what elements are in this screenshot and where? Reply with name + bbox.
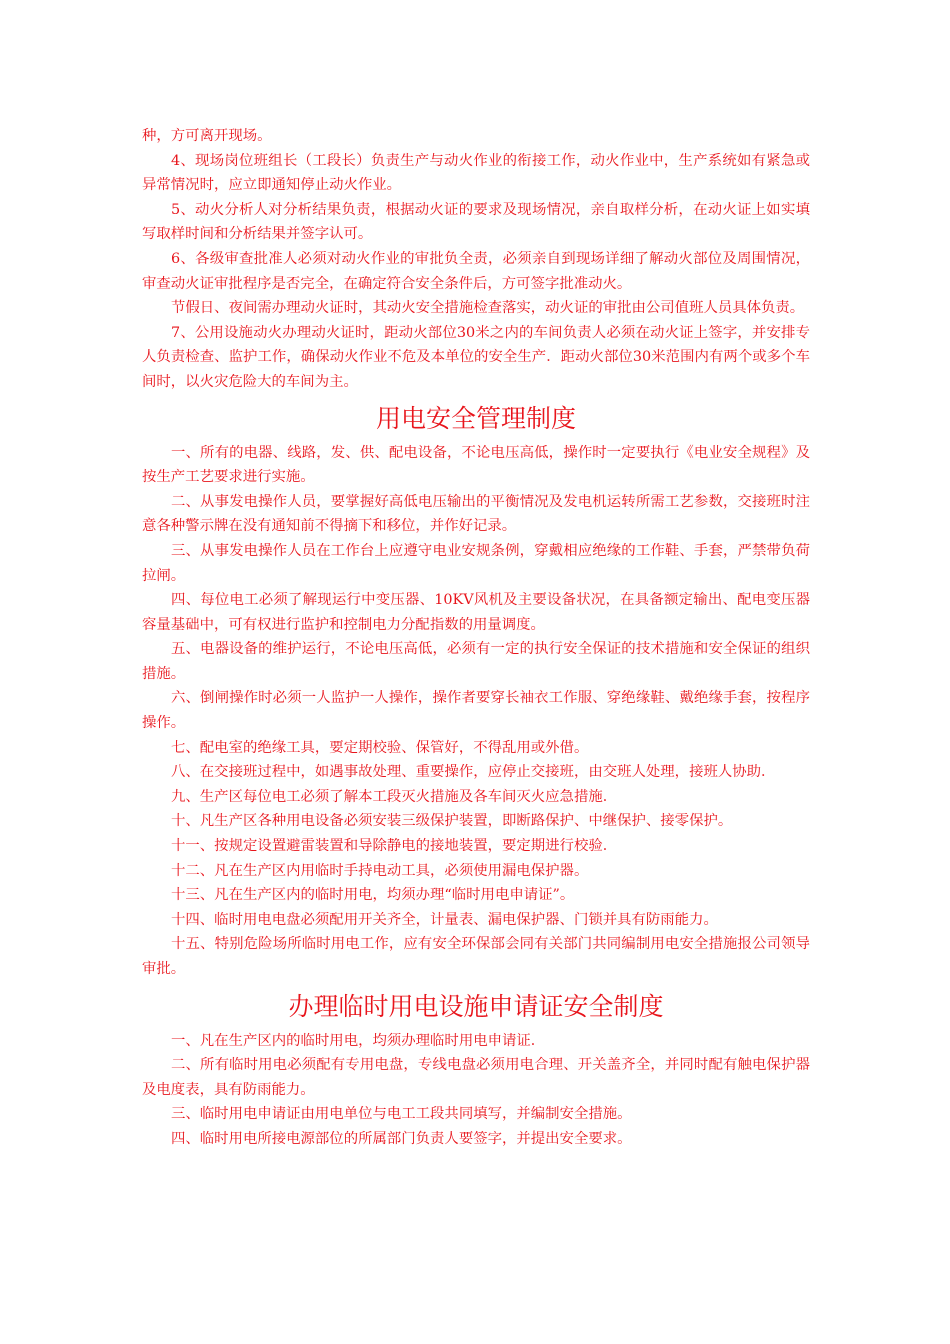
rule-paragraph: 十三、凡在生产区内的临时用电，均须办理“临时用电申请证”。 bbox=[171, 887, 575, 904]
rule-paragraph: 十一、按规定设置避雷装置和导除静电的接地装置，要定期进行校验． bbox=[171, 838, 618, 855]
document-page bbox=[142, 124, 810, 1152]
section-title-temporary-power-permit: 办理临时用电设施申请证安全制度 bbox=[288, 991, 664, 1021]
rule-paragraph: 四、临时用电所接电源部位的所属部门负责人要签字，并提出安全要求。 bbox=[171, 1130, 632, 1147]
rule-paragraph: 二、所有临时用电必须配有专用电盘，专线电盘必须用电合理、开关盖齐全，并同时配有触电保护器及电度表，具有防雨能力。 bbox=[142, 1057, 810, 1098]
rule-paragraph: 八、在交接班过程中，如遇事故处理、重要操作，应停止交接班，由交班人处理，接班人协助． bbox=[171, 764, 776, 781]
intro-paragraph: 节假日、夜间需办理动火证时，其动火安全措施检查落实，动火证的审批由公司值班人员具体负责。 bbox=[171, 300, 805, 317]
intro-paragraph: 种，方可离开现场。 bbox=[142, 128, 272, 144]
section-electrical-safety bbox=[142, 441, 810, 982]
intro-paragraph: 6、各级审查批准人必须对动火作业的审批负全责，必须亲自到现场详细了解动火部位及周围情况，审查动火证审批程序是否完全，在确定符合安全条件后，方可签字批准动火。 bbox=[142, 250, 810, 292]
rule-paragraph: 十二、凡在生产区内用临时手持电动工具，必须使用漏电保护器。 bbox=[171, 862, 589, 879]
rule-paragraph: 十五、特别危险场所临时用电工作，应有安全环保部会同有关部门共同编制用电安全措施报公司领导审批。 bbox=[142, 936, 810, 977]
rule-paragraph: 三、从事发电操作人员在工作台上应遵守电业安规条例，穿戴相应绝缘的工作鞋、手套，严禁带负荷拉闸。 bbox=[142, 542, 810, 584]
section-title-electrical-safety: 用电安全管理制度 bbox=[375, 403, 576, 433]
rule-paragraph: 九、生产区每位电工必须了解本工段灭火措施及各车间灭火应急措施． bbox=[171, 788, 618, 805]
intro-paragraph: 7、公用设施动火办理动火证时，距动火部位30米之内的车间负责人必须在动火证上签字，并安排专人负责检查、监护工作，确保动火作业不危及本单位的安全生产．距动火部位30米范围内有两个或多个车间时，以火灾危险大的车间为主。 bbox=[142, 324, 810, 390]
intro-paragraph: 5、动火分析人对分析结果负责，根据动火证的要求及现场情况，亲自取样分析，在动火证上如实填写取样时间和分析结果并签字认可。 bbox=[142, 201, 810, 243]
rule-paragraph: 七、配电室的绝缘工具，要定期校验、保管好，不得乱用或外借。 bbox=[171, 739, 589, 756]
section-temporary-power-permit bbox=[142, 1029, 810, 1152]
rule-paragraph: 十四、临时用电电盘必须配用开关齐全，计量表、漏电保护器、门锁并具有防雨能力。 bbox=[171, 911, 718, 928]
intro-paragraph: 4、现场岗位班组长（工段长）负责生产与动火作业的衔接工作，动火作业中，生产系统如有紧急或异常情况时，应立即通知停止动火作业。 bbox=[142, 152, 810, 194]
rule-paragraph: 六、倒闸操作时必须一人监护一人操作，操作者要穿长袖衣工作服、穿绝缘鞋、戴绝缘手套，按程序操作。 bbox=[142, 690, 810, 732]
rule-paragraph: 五、电器设备的维护运行，不论电压高低，必须有一定的执行安全保证的技术措施和安全保证的组织措施。 bbox=[142, 641, 810, 682]
rule-paragraph: 一、凡在生产区内的临时用电，均须办理临时用电申请证． bbox=[171, 1032, 546, 1049]
rule-paragraph: 四、每位电工必须了解现运行中变压器、10KV风机及主要设备状况，在具备额定输出、配电变压器容量基础中，可有权进行监护和控制电力分配指数的用量调度。 bbox=[142, 592, 810, 633]
rule-paragraph: 一、所有的电器、线路，发、供、配电设备，不论电压高低，操作时一定要执行《电业安全规程》及按生产工艺要求进行实施。 bbox=[142, 444, 810, 486]
rule-paragraph: 三、临时用电申请证由用电单位与电工工段共同填写，并编制安全措施。 bbox=[171, 1106, 632, 1123]
rule-paragraph: 二、从事发电操作人员，要掌握好高低电压输出的平衡情况及发电机运转所需工艺参数，交接班时注意各种警示牌在没有通知前不得摘下和移位，并作好记录。 bbox=[142, 493, 810, 535]
intro-block bbox=[142, 124, 810, 395]
rule-paragraph: 十、凡生产区各种用电设备必须安装三级保护装置，即断路保护、中继保护、接零保护。 bbox=[171, 813, 733, 830]
